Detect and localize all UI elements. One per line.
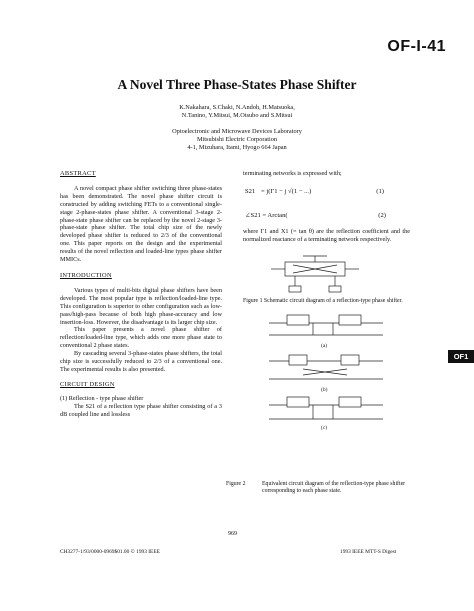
footer-digest: 1993 IEEE MTT-S Digest: [340, 549, 397, 555]
introduction-heading: INTRODUCTION: [60, 271, 112, 279]
introduction-paragraph-3: By cascading several 3-phase-states phase shifters, the total chip size is successfully reduced to 2/3 of a conventional one. The experimental results is also presented.: [60, 350, 222, 373]
affiliation-line-1: Optoelectronic and Microwave Devices Laboratory: [172, 128, 302, 135]
right-column: [243, 170, 410, 431]
figure-2-label-a: (a): [321, 342, 328, 349]
circuit-design-heading: CIRCUIT DESIGN: [60, 380, 115, 388]
figure-1-schematic: [243, 248, 410, 296]
equation-1-rhs: = j(Γ1 − j √(1 − ...): [261, 187, 312, 195]
terminating-intro: terminating networks is expressed with;: [243, 170, 342, 177]
equation-2: [243, 208, 410, 226]
figure-2-schematic: [243, 311, 410, 431]
circuit-design-paragraph: The S21 of a reflection type phase shifter consisting of a 3 dB coupled line and lossless: [60, 402, 222, 418]
figure-2-caption: Equivalent circuit diagram of the reflection-type phase shifter corresponding to each phase state.: [262, 481, 406, 494]
paper-title: A Novel Three Phase-States Phase Shifter: [117, 77, 357, 92]
abstract-heading: ABSTRACT: [60, 170, 96, 177]
footer-copyright: CH3277-1/93/0000-0969$01.00 © 1993 IEEE: [60, 549, 160, 555]
abstract-text: A novel compact phase shifter switching three phase-states has been demonstrated. The novel phase shifter circuit is constructed by adding switching FETs to a conventional single-stage 2-phase-states phase shifter. A conventional 3-stage 2-phase-state phase shifter can be replaced by the novel 2-stage 3-phase-state phase shifter. The total chip size of the newly developed phase shifter is reduced to 2/3 of the conventional one. This paper reports on the design and the experimental results of the novel reflection and loaded-line types phase shifter MMICs.: [60, 184, 222, 264]
author-line-2: N.Tanino, Y.Mitsui, M.Otsubo and S.Mitsui: [181, 112, 293, 119]
figure-2-label-b: (b): [321, 386, 328, 393]
equation-1: [243, 182, 410, 202]
paper-code: OF-I-41: [387, 38, 446, 55]
introduction-paragraph-1: Various types of multi-bits digital phase shifters have been developed. The most popular type is reflection/loaded-line type. This configuration is superior to other configuration such as low-pass/high-pass because of both high phase-accuracy and low insertion-loss. However, the disadvantage is its larger chip size.: [60, 286, 222, 326]
circuit-design-subheading: (1) Reflection - type phase shifter: [60, 394, 144, 402]
left-column: [60, 170, 222, 418]
side-tab: OF1: [448, 350, 474, 363]
equation-2-lhs: ∠S21 = Arctan(: [245, 211, 288, 219]
figure-2-label-c: (c): [321, 424, 328, 431]
figure-2-label: Figure 2: [226, 481, 246, 487]
introduction-paragraph-2: This paper presents a novel phase shifter of reflection/loaded-line type, which adds one more phase state to conventional 2 phase states.: [60, 326, 222, 350]
author-line-1: K.Nakahara, S.Chaki, N.Andoh, H.Matsuoka,: [179, 104, 295, 111]
where-paragraph: where Γ1 and X1 (= tan θ) are the reflection coefficient and the normalized reactance of a terminating network respectively.: [243, 227, 410, 243]
page-number: 969: [228, 531, 237, 537]
affiliation-line-3: 4-1, Mizuhara, Itami, Hyogo 664 Japan: [187, 144, 287, 151]
equation-2-number: (2): [378, 211, 386, 219]
figure-2-circuit-b: [269, 355, 383, 379]
figure-2-circuit-a: [269, 315, 383, 335]
figure-1-caption: Figure 1 Schematic circuit diagram of a reflection-type phase shifter.: [243, 297, 403, 304]
equation-1-number: (1): [376, 187, 384, 195]
figure-2-circuit-c: [269, 397, 383, 419]
equation-1-lhs: S21: [245, 187, 256, 195]
affiliation-line-2: Mitsubishi Electric Corporation: [196, 136, 278, 143]
